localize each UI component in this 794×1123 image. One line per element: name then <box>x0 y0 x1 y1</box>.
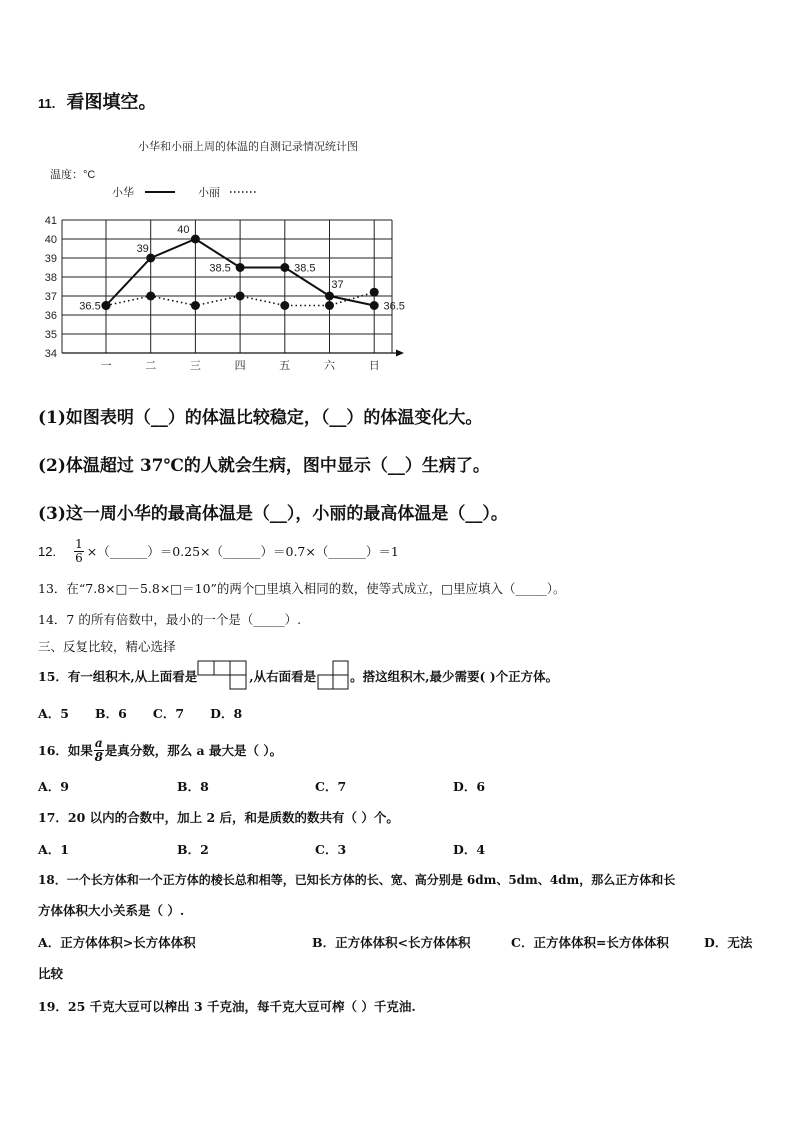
q16-fraction <box>94 737 104 764</box>
point-xiaohua <box>191 235 200 244</box>
y-tick-label: 35 <box>44 329 57 341</box>
q11-title: 看图填空。 <box>66 92 157 113</box>
point-xiaohua <box>325 292 334 301</box>
y-tick-label: 36 <box>44 310 57 322</box>
q12-fraction <box>74 538 84 565</box>
point-xiaoli <box>146 292 155 301</box>
point-xiaohua <box>370 301 379 310</box>
data-label: 37 <box>331 279 344 291</box>
q18-option-c: C．正方体体积=长方体体积 <box>511 935 669 950</box>
x-axis-arrow <box>396 350 404 357</box>
point-xiaohua <box>280 263 289 272</box>
q15-text-part3: 。搭这组积木,最少需要( )个正方体。 <box>350 669 559 684</box>
q11-number: 11. <box>38 96 56 111</box>
data-label: 38.5 <box>209 262 231 275</box>
y-tick-label: 34 <box>44 348 57 360</box>
q15-text-part2: ,从右面看是 <box>249 669 317 684</box>
y-tick-label: 38 <box>44 272 57 284</box>
q13: 13．在“7.8×□－5.8×□＝10”的两个□里填入相同的数，使等式成立，□里应填入（_____）。 <box>38 581 566 596</box>
q16-option-c: C．7 <box>315 779 347 794</box>
point-xiaoli <box>236 292 245 301</box>
data-label: 40 <box>177 224 190 236</box>
q18-line2: 方体体积大小关系是（ ）. <box>38 903 185 918</box>
q12-text: ×（______）＝0.25×（______）＝0.7×（______）＝1 <box>86 544 399 559</box>
q16 <box>38 732 282 768</box>
q17-option-b: B．2 <box>177 842 209 857</box>
q18-option-d-continued: 比较 <box>38 966 64 981</box>
point-xiaoli <box>280 301 289 310</box>
q15-options: A．5 B．6 C．7 D．8 <box>38 706 243 721</box>
q16-text-part2: 是真分数，那么 a 最大是（ ）。 <box>104 743 283 758</box>
right-view-figure <box>316 660 350 692</box>
data-label: 36.5 <box>383 300 405 313</box>
section-3-heading: 三、反复比较，精心选择 <box>38 639 176 654</box>
q15-text-part1: 15．有一组积木,从上面看是 <box>38 669 198 684</box>
point-xiaoli <box>102 301 111 310</box>
q18-option-a: A．正方体体积>长方体体积 <box>38 935 196 950</box>
q12-fraction-numerator: 1 <box>75 536 83 551</box>
legend-xiaohua-label: 小华 <box>112 187 134 199</box>
q11-part2: (2)体温超过 37℃的人就会生病，图中显示（__）生病了。 <box>38 456 490 476</box>
chart-y-ticks <box>45 215 57 360</box>
q11-part1: (1)如图表明（__）的体温比较稳定，（__）的体温变化大。 <box>38 408 483 428</box>
x-tick-label: 三 <box>189 360 201 372</box>
x-tick-label: 六 <box>324 360 335 372</box>
x-tick-label: 日 <box>368 360 380 372</box>
q17-option-d: D．4 <box>453 842 486 857</box>
q11-part3: (3)这一周小华的最高体温是（__），小丽的最高体温是（__）。 <box>38 504 508 524</box>
q14: 14．7 的所有倍数中，最小的一个是（_____）. <box>38 612 302 627</box>
chart-title: 小华和小丽上周的体温的自测记录情况统计图 <box>138 141 358 153</box>
q16-option-a: A．9 <box>38 779 69 794</box>
q16-fraction-denominator: 8 <box>94 749 103 764</box>
point-xiaoli <box>370 288 379 297</box>
chart-unit-label: 温度：°C <box>50 169 96 181</box>
data-label: 36.5 <box>79 300 101 313</box>
q17-option-c: C．3 <box>315 842 347 857</box>
q12-fraction-denominator: 6 <box>75 550 83 565</box>
q16-option-b: B．8 <box>177 779 209 794</box>
y-tick-label: 37 <box>44 291 57 303</box>
y-tick-label: 41 <box>44 215 57 227</box>
q12 <box>38 534 399 568</box>
x-tick-label: 五 <box>279 360 291 372</box>
y-tick-label: 40 <box>44 234 57 246</box>
point-xiaohua <box>236 263 245 272</box>
q17: 17．20 以内的合数中，加上 2 后，和是质数的数共有（ ）个。 <box>38 810 399 825</box>
point-xiaoli <box>191 301 200 310</box>
x-tick-label: 四 <box>234 360 246 372</box>
data-label: 39 <box>136 243 149 255</box>
y-tick-label: 39 <box>44 253 57 265</box>
legend-xiaoli-label: 小丽 <box>198 187 220 199</box>
data-label: 38.5 <box>294 262 316 275</box>
q18-line1: 18．一个长方体和一个正方体的棱长总和相等，已知长方体的长、宽、高分别是 6dm、5dm、4dm，那么正方体和长 <box>38 873 676 887</box>
point-xiaoli <box>325 301 334 310</box>
top-view-figure <box>197 660 249 692</box>
q19: 19．25 千克大豆可以榨出 3 千克油，每千克大豆可榨（ ）千克油. <box>38 999 416 1014</box>
q15 <box>38 660 558 692</box>
q18-option-b: B．正方体体积<长方体体积 <box>312 935 471 950</box>
q12-number: 12. <box>38 543 57 559</box>
temperature-line-chart <box>0 0 794 400</box>
q17-option-a: A．1 <box>38 842 69 857</box>
x-tick-label: 二 <box>145 360 157 372</box>
q16-text-part1: 16．如果 <box>38 743 93 758</box>
q16-fraction-numerator: a <box>94 735 103 750</box>
q18-option-d: D．无法 <box>704 935 753 950</box>
x-tick-label: 一 <box>100 360 112 372</box>
chart-x-ticks <box>101 359 380 372</box>
q16-option-d: D．6 <box>453 779 486 794</box>
